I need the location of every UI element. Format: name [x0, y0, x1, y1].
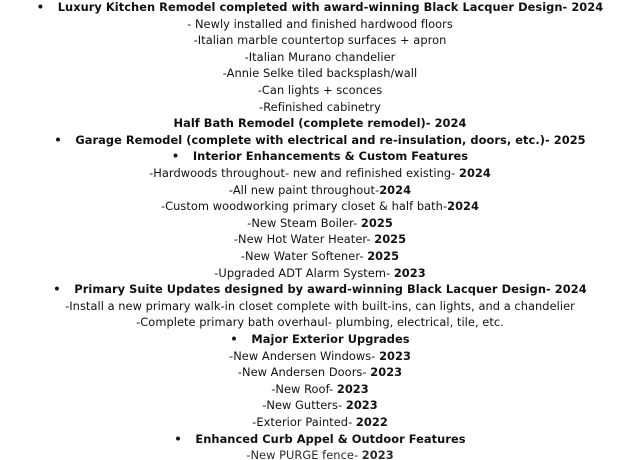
sub-item-year: 2023	[361, 448, 394, 460]
sub-item-hardwoods-throughout	[0, 165, 640, 182]
sub-item-year: 2023	[370, 365, 403, 380]
bullet-primary-suite-updates: • Primary Suite Updates designed by award-winning Black Lacquer Design- 2024	[0, 281, 640, 298]
sub-item-exterior-painted	[0, 414, 640, 431]
sub-item-hardwood-floors: - Newly installed and finished hardwood floors	[187, 16, 453, 31]
sub-item-text: -Custom woodworking primary closet & half bath-	[160, 199, 448, 214]
sub-item-text: -New Hot Water Heater-	[233, 232, 375, 247]
sub-item-walk-in-closet: -Install a new primary walk-in closet complete with built-ins, can lights, and a chandelier	[65, 298, 575, 313]
sub-item-murano-chandelier: -Italian Murano chandelier	[244, 49, 396, 64]
sub-item-refinished-cabinetry: -Refinished cabinetry	[259, 99, 381, 114]
sub-item-steam-boiler	[0, 215, 640, 232]
sub-item-andersen-windows	[0, 348, 640, 365]
sub-item-text: -Exterior Painted-	[252, 415, 356, 429]
bullet-curb-appeal: • Enhanced Curb Appel & Outdoor Features	[0, 431, 640, 448]
sub-item-text: -New Gutters-	[262, 398, 346, 413]
sub-item-year: 2023	[393, 265, 426, 280]
sub-item-custom-woodworking	[0, 198, 640, 215]
bullet-major-exterior-upgrades: • Major Exterior Upgrades	[0, 331, 640, 348]
sub-item-text: -Upgraded ADT Alarm System-	[214, 265, 394, 280]
sub-item-year: 2025	[360, 215, 393, 230]
sub-item-hot-water-heater	[0, 231, 640, 248]
sub-item-new-gutters	[0, 397, 640, 414]
line-half-bath-remodel: Half Bath Remodel (complete remodel)- 2024	[173, 116, 467, 131]
sub-item-year: 2025	[374, 232, 407, 247]
sub-item-text: -New PURGE fence-	[246, 448, 362, 460]
bullet-kitchen-remodel: • Luxury Kitchen Remodel completed with award-winning Black Lacquer Design- 2024	[0, 0, 640, 16]
sub-item-purge-fence	[0, 447, 640, 460]
sub-item-year: 2023	[379, 348, 411, 363]
sub-item-year: 2024	[447, 199, 480, 214]
sub-item-text: -New Andersen Windows-	[229, 348, 380, 363]
bullet-garage-remodel: • Garage Remodel (complete with electrical and re-insulation, doors, etc.)- 2025	[0, 132, 640, 149]
sub-item-text: -Hardwoods throughout- new and refinished existing-	[149, 166, 459, 180]
sub-item-text: -All new paint throughout-	[228, 182, 380, 197]
sub-item-year: 2025	[367, 249, 400, 263]
sub-item-primary-bath-overhaul: -Complete primary bath overhaul- plumbing, electrical, tile, etc.	[136, 315, 504, 330]
sub-item-year: 2022	[355, 415, 388, 429]
sub-item-alarm-system	[0, 265, 640, 282]
bullet-interior-enhancements: • Interior Enhancements & Custom Features	[0, 148, 640, 165]
sub-item-tiled-backsplash: -Annie Selke tiled backsplash/wall	[222, 66, 418, 81]
sub-item-text: -New Roof-	[271, 381, 337, 396]
sub-item-text: -New Andersen Doors-	[237, 365, 371, 380]
sub-item-can-lights: -Can lights + sconces	[257, 83, 383, 97]
sub-item-andersen-doors	[0, 364, 640, 381]
sub-item-text: -New Water Softener-	[240, 249, 368, 263]
sub-item-marble-countertops: -Italian marble countertop surfaces + apron	[193, 33, 447, 48]
sub-item-text: -New Steam Boiler-	[247, 215, 361, 230]
sub-item-new-roof	[0, 381, 640, 398]
sub-item-new-paint	[0, 182, 640, 199]
sub-item-year: 2023	[336, 381, 369, 396]
sub-item-year: 2024	[379, 182, 412, 197]
sub-item-water-softener	[0, 248, 640, 265]
sub-item-year: 2023	[345, 398, 378, 413]
sub-item-year: 2024	[458, 166, 491, 180]
